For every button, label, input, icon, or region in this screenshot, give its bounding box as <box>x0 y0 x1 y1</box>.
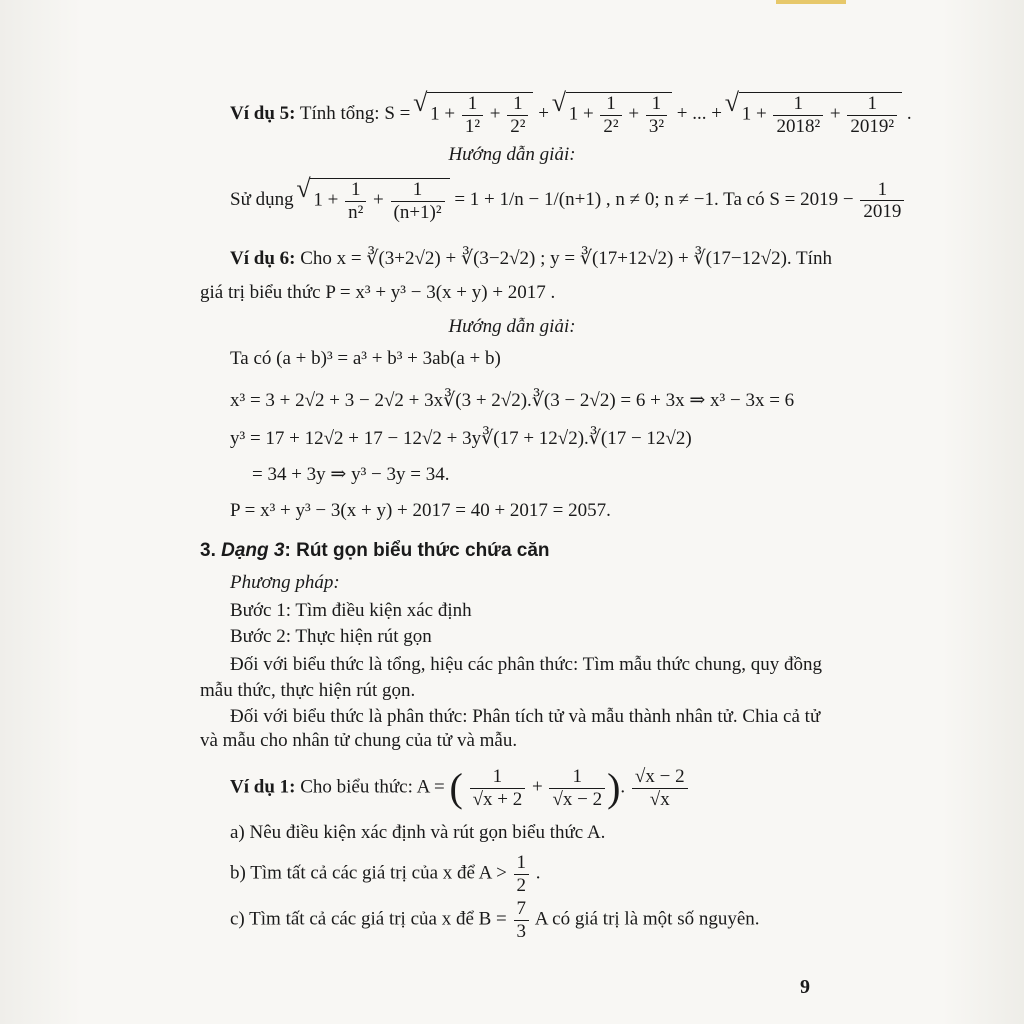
example-6-label: Ví dụ 6: <box>230 248 296 269</box>
example-1-line: Ví dụ 1: Cho biểu thức: A = ( $\frac{1}{√x + 2}$ + $\frac{1}{√x - 2}$ ). $\frac{√x - 2}{√x}$ <box>230 764 690 812</box>
example-6-line-2: giá trị biểu thức P = x³ + y³ − 3(x + y) + 2017 . <box>200 282 556 303</box>
method-label: Phương pháp: <box>230 572 340 593</box>
guide-heading-2: Hướng dẫn giải: <box>448 316 576 337</box>
example-5-text: Tính tổng: S = <box>299 103 411 125</box>
example-6-line <box>230 248 832 271</box>
section-3-heading: 3. Dạng 3: Rút gọn biểu thức chứa căn <box>200 540 550 561</box>
method-para-1a: Đối với biểu thức là tổng, hiệu các phân thức: Tìm mẫu thức chung, quy đồng <box>230 654 822 675</box>
page-number: 9 <box>800 976 810 998</box>
sqrt-term-1: √ 1 + $\frac{1}{\text{1²}}$ + $\frac{1}{\text{2²}}$ <box>427 92 533 138</box>
fraction-2: $\frac{1}{√x - 2}$ <box>549 766 605 811</box>
part-a: a) Nêu điều kiện xác định và rút gọn biểu thức A. <box>230 822 606 843</box>
guide-heading-1: Hướng dẫn giải: <box>448 144 576 165</box>
example-5-label: Ví dụ 5: <box>230 103 296 125</box>
solution-line-1: Ta có (a + b)³ = a³ + b³ + 3ab(a + b) <box>230 348 501 369</box>
part-c: c) Tìm tất cả các giá trị của x để B = $\frac{7}{3}$ A có giá trị là một số nguyên. <box>230 898 760 942</box>
example-5-line: Ví dụ 5: Tính tổng: S = √ 1 + $\frac{1}{\text{1²}}$ + $\frac{1}{\text{2²}}$ + √ 1 + $\frac{1}{\text{2²}}$ + $\frac{1}{\text{3²}}$ + ... + √ 1 + $\frac{1}{\text{2018²}}$ + $\frac{1}{\text{2019²}}$ . <box>230 92 912 138</box>
identity-sqrt: √ 1 + $\frac{1}{\text{n²}}$ + $\frac{1}{\text{(n+1)²}}$ <box>310 178 449 224</box>
method-para-1b: mẫu thức, thực hiện rút gọn. <box>200 680 416 701</box>
fraction-1: $\frac{1}{√x + 2}$ <box>470 766 526 811</box>
solution-line-5: P = x³ + y³ − 3(x + y) + 2017 = 40 + 2017 = 2057. <box>230 500 611 521</box>
solution-line-3: y³ = 17 + 12√2 + 17 − 12√2 + 3y∛(17 + 12√2).∛(17 − 12√2) <box>230 428 692 449</box>
solution-line-2: x³ = 3 + 2√2 + 3 − 2√2 + 3x∛(3 + 2√2).∛(3 − 2√2) = 6 + 3x ⇒ x³ − 3x = 6 <box>230 390 795 411</box>
solution-line-4: = 34 + 3y ⇒ y³ − 3y = 34. <box>252 464 450 485</box>
result-fraction: $\frac{1}{2019}$ <box>860 179 904 224</box>
use-prefix: Sử dụng <box>230 189 294 211</box>
example-1-label: Ví dụ 1: <box>230 776 296 798</box>
fraction-3: $\frac{√x - 2}{√x}$ <box>632 766 688 811</box>
use-identity-line <box>230 178 906 224</box>
top-color-strip <box>776 0 846 4</box>
sqrt-term-2: √ 1 + $\frac{1}{\text{2²}}$ + $\frac{1}{\text{3²}}$ <box>566 92 672 138</box>
method-step-2: Bước 2: Thực hiện rút gọn <box>230 626 432 647</box>
sqrt-term-last: √ 1 + $\frac{1}{\text{2018²}}$ + $\frac{1}{\text{2019²}}$ <box>739 92 902 138</box>
example-6-text: Cho x = ∛(3+2√2) + ∛(3−2√2) ; y = ∛(17+12√2) + ∛(17−12√2). Tính <box>300 248 832 269</box>
part-b: b) Tìm tất cả các giá trị của x để A > $\frac{1}{2}$ . <box>230 852 541 896</box>
identity-rhs: = 1 + 1/n − 1/(n+1) , n ≠ 0; n ≠ −1. Ta có S = 2019 − <box>454 189 854 211</box>
method-para-2a: Đối với biểu thức là phân thức: Phân tích tử và mẫu thành nhân tử. Chia cả tử <box>230 706 821 727</box>
example-1-text: Cho biểu thức: A = <box>300 776 445 798</box>
method-para-2b: và mẫu cho nhân tử chung của tử và mẫu. <box>200 730 518 751</box>
method-step-1: Bước 1: Tìm điều kiện xác định <box>230 600 472 621</box>
ellipsis: + ... + <box>676 103 722 125</box>
